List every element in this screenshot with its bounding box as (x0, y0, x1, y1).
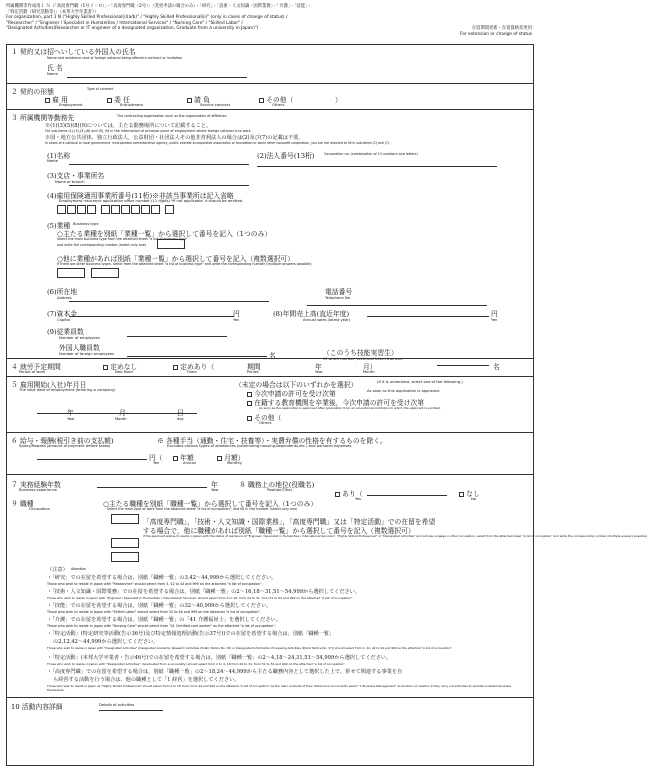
s4-title: ４ 就労予定期間 (11, 363, 61, 371)
s9-note-graduate: ・「特定活動」(本邦大学卒業者・告示46号)での在留を希望する場合は，別紙「職種一覧」の2～4,18～24,31,51～54,999から選択してください。 (47, 655, 392, 661)
s5-month-en: Month (115, 417, 127, 421)
s3-business-main-en2: and write the corresponding number (select only one) (57, 243, 147, 247)
header-line-1: 所属機関等作成用１ Ｎ（「高度専門職（1号イ・ロ）」・「高度専門職（2号）」（変更申請の場合のみ）・「研究」・「技術・人文知識・国際業務」・「介護」・「技能」・ (6, 4, 312, 9)
s7-years-field[interactable] (97, 487, 207, 488)
header-line-2: 「特定活動（研究活動等）」（本邦大学卒業者）） (6, 9, 99, 15)
s4-year: 年 (315, 363, 322, 371)
s6-monthly-en: Monthly (227, 461, 242, 465)
s3-insurance-label: (4)雇用保険適用事業所番号(11桁)※非該当事業所は記入省略 (47, 192, 234, 200)
s9-sub-line2: する場合で，他に職種があれば別紙「職種一覧」から選択して番号を記入（複数選択可） (143, 527, 415, 535)
s3-address-label-en: Address (57, 296, 72, 300)
s1-name-label-en: Name (47, 72, 58, 76)
s4-fixed-en: Fixed (187, 370, 197, 374)
s9-note-hsp-en: Those who wish to reside in Japan as "Highly Skilled Professional" should select from 2 to 18, from 24 to 44 and 999 on the attached "a list of occupation" as the main contents of their duties and concurrently select "1 Business Management" as another occupation if they carry out activities to operate a related business themselves. (47, 684, 512, 692)
s3-sales-yen-en: Yen (491, 318, 498, 322)
s3-address-field[interactable] (69, 301, 269, 302)
s8-yes[interactable]: あり（ (335, 488, 363, 498)
s3-sales-yen: 円 (491, 310, 498, 318)
s3-name-field[interactable] (69, 164, 249, 165)
section-4-work-period (7, 358, 533, 376)
s9-sub-en: If the applicant wishes to reside in Japan with the status of residence of "Engineer / Specialist in Humanities / International Services", "Highly Skilled Professional" or "Designated Activities" and will also engage in other occupation, select from the attached sheet "a list of occupation" and write the corresponding number (multiple answers possible) (143, 534, 647, 538)
s3-business-label-en: Business type (73, 222, 99, 226)
s2-title: ２ 契約の形態 (11, 88, 54, 96)
form-frame (6, 44, 647, 766)
s5-opt-graduation[interactable]: 在籍する教育機関を卒業後，今次申請の許可を受け次第 (247, 397, 424, 407)
s1-title: １ 契約又は招へいしている外国人の氏名 (11, 48, 136, 56)
s3-capital-label: (7)資本金 (47, 310, 78, 318)
header-line-4: "Researcher" / "Engineer / Specialist in Humanities / International Services" / "Nursing Care" / "Skilled Labor" / (6, 20, 243, 26)
s4-month: 月） (363, 363, 377, 371)
s3-branch-label: (3)支店・事業所名 (47, 172, 105, 180)
form-header (6, 4, 536, 37)
s4-nonfixed-en: Non-fixed (115, 370, 133, 374)
s9-main-en: Select the main type of work from the attached sheet "a list of occupation", and fill in the number (select only one) (107, 507, 298, 511)
s5-day: 日 (177, 409, 184, 417)
s2-opt-employment-en: Employment (59, 103, 83, 107)
s5-undecided-en: (If it is undecided, select one of the following.) (377, 380, 463, 384)
s3-business-other-field-1[interactable] (57, 268, 85, 278)
section-3-organization (7, 109, 533, 388)
s3-capital-yen: 円 (233, 310, 240, 318)
s6-title: ６ 給与・報酬(税引き前の支払額) (11, 437, 114, 445)
s3-subtitle: The contracting organization such as the organization of affiliation (117, 114, 227, 118)
s3-capital-yen-en: Yen (233, 318, 240, 322)
s3-sales-field[interactable] (367, 316, 489, 317)
checkbox[interactable] (217, 456, 222, 461)
s7-title-en: Business experience (19, 488, 57, 492)
section-6-salary (7, 432, 533, 474)
s7-year: 年 (211, 481, 218, 489)
s3-business-other-en: If there are other business types, select from the attached sheet "a list of business type" and write the corresponding number (multiple answers possible) (57, 262, 312, 266)
s3-name-label-en: Name (47, 159, 58, 163)
s6-title-en: Salary/Reward (amount of payment before taxes) (19, 444, 111, 448)
s9-note-skilled-en: Those who wish to reside in Japan with "Skilled Labor" should select from 32 to 40 and 999 on the attached "a list of occupation". (47, 610, 262, 614)
s3-trainee-label: （このうち技能実習生） (323, 349, 398, 357)
s5-opt-approved-en: As soon as this application is approved. (367, 389, 441, 393)
s6-annual[interactable]: 年額 (173, 452, 194, 462)
s9-note-nursing-en: Those who wish to reside in Japan with "Nursing Care" should select from "41 Certified care worker" on the attached "a list of occupation". (47, 624, 276, 628)
s9-note-nursing: ・「介護」での在留を希望する場合は，別紙「職種一覧」の「41 介護福祉士」を選択してください。 (47, 617, 281, 623)
s5-day-en: day (177, 417, 184, 421)
checkbox[interactable] (247, 401, 252, 406)
s3-insurance-digits[interactable] (57, 205, 177, 215)
s3-employees-field[interactable] (127, 336, 227, 337)
section-2-contract-type (7, 83, 533, 109)
s2-opt-service[interactable]: 請 負 (187, 94, 210, 104)
s9-note-skilled: ・「技能」での在留を希望する場合は，別紙「職種一覧」の32～40,999から選択してください。 (47, 603, 272, 609)
s3-trainee-label-en: Of which number, technical intern trainees (323, 357, 403, 361)
s5-year-en: Year (67, 417, 75, 421)
s5-opt-others-en: Others (259, 421, 272, 425)
s8-title-en: Position(Title) (267, 488, 293, 492)
s3-capital-field[interactable] (69, 316, 234, 317)
s6-amount-field[interactable] (37, 459, 147, 460)
s5-opt-graduation-en: As soon as the application is approved after graduation from an educational institution in which the applicant is enrolled. (259, 406, 442, 410)
s9-note-engineer-en: Those who wish to reside in Japan with "Engineer / Specialist in Humanities / International Services" should select from 2 to 16, from 24 to 31, from 51 to 54 and 999 on the attached "a list of occupation". (47, 596, 354, 600)
checkbox[interactable] (247, 392, 252, 397)
section-5-start-date (7, 376, 533, 432)
s3-sales-label-en: Annual sales (latest year) (303, 318, 351, 322)
s6-yen-en: Yen (153, 461, 160, 465)
s7-year-en: Year (211, 488, 219, 492)
s2-opt-employment[interactable]: 雇 用 (45, 94, 68, 104)
checkbox[interactable] (45, 98, 50, 103)
s4-title-en: Period of work (19, 370, 46, 374)
s9-main-field[interactable] (111, 514, 139, 524)
s3-insurance-label-en: Employment insurance application office number (11 digits) *If not applicable, it should be omitted. (59, 199, 244, 203)
s5-title: ５ 雇用開始(入社)年月日 (11, 381, 87, 389)
s3-business-main-en: Select the main business type from the attached sheet "a list of business type" (57, 237, 188, 241)
s2-subtitle: Type of contract (87, 87, 114, 91)
s3-business-label: (5)業種 (47, 222, 71, 230)
s6-monthly[interactable]: 月額） (217, 452, 245, 462)
s3-address-label: (6)所在地 (47, 288, 78, 296)
s5-month: 月 (119, 409, 126, 417)
s3-business-other-field-2[interactable] (91, 268, 119, 278)
s9-sub-field-2[interactable] (111, 552, 139, 562)
s3-name-label: (1)名称 (47, 152, 71, 160)
s3-branch-label-en: Name of branch (55, 180, 85, 184)
checkbox[interactable] (187, 98, 192, 103)
s3-foreign-field[interactable] (127, 356, 267, 357)
s5-undecided: （未定の場合は以下のいずれかを選択） (235, 381, 358, 389)
s1-name-field[interactable] (67, 77, 247, 78)
s3-note1-en: For sub-items (1),(3),(5),(8) and (9), fill in the information of principal place of employment where foreign national is to work. (45, 129, 252, 133)
checkbox[interactable] (259, 98, 264, 103)
s5-year: 年 (67, 409, 74, 417)
s9-note-researcher-en: Those who wish to reside in Japan with "Researcher" should select from 3, 42 to 44 and 999 on the attached "a list of occupation". (47, 582, 263, 586)
s2-opt-others[interactable]: その他（ (259, 94, 293, 104)
s10-title-underline (99, 710, 163, 711)
s5-title-en: The start date of employment (entering a company) (19, 388, 116, 392)
s3-note1: ※(1)(3)(5)(8)(9)については，主たる勤務場所について記載すること。 (45, 123, 212, 129)
s4-year-en: Year (315, 370, 323, 374)
s3-branch-field[interactable] (69, 185, 249, 186)
s9-note-researcher: ・「研究」での在留を希望する場合は，別紙「職種一覧」の3.42～44,999から選択してください。 (47, 575, 277, 581)
s9-note-designated: ・「特定活動」(特定研究等活動(告示36号)及び特定情報処理活動(告示37号))での在留を希望する場合は，別紙「職種一覧」 (47, 631, 335, 637)
header-right-en: For extension or change of status (459, 32, 532, 37)
s3-foreign-persons: 名 (269, 352, 276, 360)
s3-note2: ※国・地方公共団体，独立行政法人，公益財団・社団法人その他非営利法人の場合は(2)及び(7)の記載は不要。 (45, 135, 304, 141)
s9-sub-field-1[interactable] (111, 538, 139, 548)
s2-opt-others-en: Others (272, 103, 285, 107)
checkbox[interactable] (173, 456, 178, 461)
s5-date-field[interactable] (37, 413, 197, 414)
s4-period-en: Period (247, 370, 259, 374)
s3-business-other: ○他に業種があれば別紙「業種一覧」から選択して番号を記入（複数選択可） (57, 255, 295, 263)
s4-nonfixed[interactable]: 定めなし (103, 361, 137, 371)
s2-opt-entrustment[interactable]: 委 任 (107, 94, 130, 104)
s8-no[interactable]: なし (459, 488, 480, 498)
s9-note-graduate-en: Those who wish to reside in Japan with "Designated Activities" (Graduated from a university) should select from 2 to 4, 18 from 24 to 31, from 51 to 54 and 999 on the attached "a list of occupation". (47, 662, 346, 666)
s3-tel-field[interactable] (307, 305, 487, 306)
s9-note-hsp: ・「高度専門職」での在留を希望する場合は，別紙「職種一覧」の2～18,24～44,999から主たる職務内容として選択した上で，併せて関連する事業を自 (47, 669, 403, 675)
s7-title: ７ 実務経験年数 (11, 481, 61, 489)
header-line-3: For organization, part 1 N ("Highly Skilled Professional(i)(a/b)" / "Highly Skilled Professional(ii)" (only in cases of change of status) / (6, 15, 288, 21)
s9-title-en: Occupation (29, 507, 50, 511)
s3-trainee-persons: 名 (493, 363, 500, 371)
s9-attention-en: Attention (71, 567, 87, 571)
s9-note-designated-2: の2,12,42～44,999から選択してください。 (53, 639, 159, 645)
s6-note-en: Excludes various types of allowances (commuting,housing,dependents,etc.) and personal expenses. (167, 444, 353, 448)
s3-capital-label-en: Capital (57, 318, 70, 322)
s9-main: ○主たる職種を別紙「職種一覧」から選択して番号を記入（1つのみ） (103, 500, 318, 508)
s3-corp-no-label-en: Corporation no. (combination of 13 numbers and letters) (324, 152, 418, 156)
s10-title: 10 活動内容詳細 (11, 703, 63, 711)
s1-subtitle: Name and residence card of foreign national being offered a contract or invitation (47, 56, 183, 60)
s6-yen: 円（ (149, 454, 163, 462)
s3-title: ３ 所属機関等勤務先 (11, 114, 75, 122)
s10-details-field[interactable] (37, 714, 527, 764)
s9-note-designated-en: Those who wish to reside in Japan with "Designated Activities" (Designated Academic Research Activities (Public Notice No. 36) or Designated Information Processing Activities (Public Notice No. 37)) should select from 2, 12, 42 to 44 and 999 on the attached "a list of occupation". (47, 646, 453, 650)
s3-foreign-label: 外国人職員数 (59, 344, 100, 352)
s3-sales-label: (8)年間売上高(直近年度) (273, 310, 350, 318)
s2-opt-others-close: ） (335, 96, 342, 104)
s9-note-engineer: ・「技術・人文知識・国際業務」での在留を希望する場合は，別紙「職種一覧」の2～16,18～31,51～54,999から選択してください。 (47, 589, 361, 595)
s6-annual-en: Annual (183, 461, 196, 465)
s3-corp-no-field[interactable] (257, 166, 497, 167)
s9-attention: （注意） (47, 567, 68, 573)
s3-foreign-label-en: Number of foreign employees (59, 352, 114, 356)
section-1-foreign-name (7, 45, 533, 83)
s3-corp-no-label: (2)法人番号(13桁) (257, 152, 315, 160)
s2-opt-entrustment-en: Entrustment (120, 103, 143, 107)
s3-tel-label: 電話番号 (325, 288, 353, 296)
s4-period: 期間 (247, 363, 261, 371)
s5-opt-others[interactable]: その他（ (247, 412, 281, 422)
s2-opt-service-en: Service contract (200, 103, 231, 107)
s3-tel-label-en: Telephone No. (325, 296, 352, 300)
header-line-5: "Designated Activities(Researcher or IT engineer of a designated organization, Graduate from a university in Japan)") (6, 26, 259, 32)
s3-note2-en: In cases of a national or local government, incorporated administrative agency, public interest incorporated association or foundation or some other nonprofit corporation, you are not required to fill in sub-items (2) and (7). (45, 141, 391, 145)
s10-title-en: Details of activities (99, 703, 135, 707)
s3-business-main-field[interactable] (157, 239, 185, 249)
s9-note-hsp-2: ら経営する活動を行う場合は，他の職種として「1 経営」を選択してください。 (53, 677, 240, 683)
checkbox[interactable] (103, 365, 108, 370)
checkbox[interactable] (107, 98, 112, 103)
s8-title: ８ 職務上の地位(役職名) (239, 481, 315, 489)
s3-employees-label-en: Number of employees (59, 336, 100, 340)
s3-employees-label: (9)従業員数 (47, 328, 84, 336)
s4-fixed[interactable]: 定めあり（ (173, 361, 214, 371)
s4-month-en: Month (363, 370, 375, 374)
s8-yes-en: Yes (355, 497, 361, 501)
header-right-jp: 在留期間更新・在留資格変更用 (471, 26, 532, 31)
s9-title: ９ 職種 (11, 500, 34, 508)
s5-opt-approved[interactable]: 今次申請の許可を受け次第 (247, 388, 336, 398)
s8-no-en: No (471, 497, 477, 501)
section-10-activities (7, 697, 533, 767)
s1-name-label: 氏 名 (47, 64, 63, 72)
s6-note: ※ 各種手当（通勤・住宅・扶養等）・実費弁償の性格を有するものを除く。 (157, 437, 387, 445)
s9-sub-line1: 「高度専門職」，「技術・人文知識・国際業務」，「高度専門職」又は「特定活動」での在留を希望 (143, 518, 436, 526)
checkbox[interactable] (247, 416, 252, 421)
checkbox[interactable] (173, 365, 178, 370)
s3-business-main: ○主たる業種を別紙「業種一覧」から選択して番号を記入（1つのみ） (57, 230, 272, 238)
